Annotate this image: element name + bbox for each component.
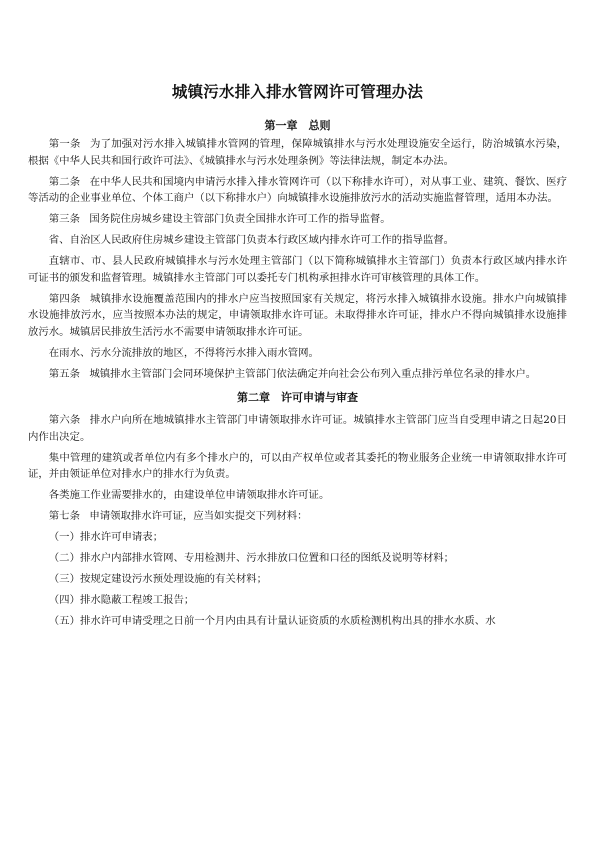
paragraph-text: 在雨水、污水分流排放的地区，不得将污水排入雨水管网。 <box>48 346 319 359</box>
body-paragraph <box>28 253 567 286</box>
paragraph-text: 各类施工作业需要排水的，由建设单位申请领取排水许可证。 <box>48 489 330 501</box>
list-item <box>28 529 567 546</box>
body-paragraph <box>28 487 567 504</box>
paragraph-text: （一）排水许可申请表； <box>48 531 164 543</box>
list-item <box>28 592 567 609</box>
paragraph-text: （五）排水许可申请受理之日前一个月内由具有计量认证资质的水质检测机构出具的排水水质、水 <box>48 615 496 627</box>
article-number: 第三条 <box>48 213 80 225</box>
paragraph-text: （二）排水户内部排水管网、专用检测井、污水排放口位置和口径的图纸及说明等材料； <box>48 552 455 564</box>
article-paragraph <box>28 174 567 207</box>
list-item <box>28 613 567 630</box>
list-item <box>28 571 567 588</box>
article-paragraph <box>28 366 567 383</box>
body-paragraph <box>28 450 567 483</box>
article-number: 第二条 <box>48 175 81 188</box>
paragraph-text: 为了加强对污水排入城镇排水管网的管理，保障城镇排水与污水处理设施安全运行，防治城镇水污染，根据《中华人民共和国行政许可法》、《城镇排水与污水处理条例》等法律法规，制定本办法。 <box>28 138 568 167</box>
article-paragraph <box>28 136 567 169</box>
paragraph-text: 在中华人民共和国境内申请污水排入排水管网许可（以下称排水许可），对从事工业、建筑、餐饮、医疗等活动的企业事业单位、个体工商户（以下称排水户）向城镇排水设施排放污水的活动实施监督管理，适用本办法。 <box>28 175 568 204</box>
body-paragraph <box>28 232 567 249</box>
paragraph-text: 申请领取排水许可证，应当如实提交下列材料： <box>89 510 308 522</box>
chapter-heading: 第一章 总则 <box>264 119 331 132</box>
paragraph-text: （四）排水隐蔽工程竣工报告； <box>48 594 195 606</box>
paragraph-text: 直辖市、市、县人民政府城镇排水与污水处理主管部门（以下简称城镇排水主管部门）负责本行政区域内排水许可证书的颁发和监督管理。城镇排水主管部门可以委托专门机构承担排水许可审核管理的具体工作。 <box>28 255 567 284</box>
article-number: 第四条 <box>48 292 81 305</box>
paragraph-text: 城镇排水主管部门会同环境保护主管部门依法确定并向社会公布列入重点排污单位名录的排水户。 <box>89 367 537 380</box>
paragraph-text: 国务院住房城乡建设主管部门负责全国排水许可工作的指导监督。 <box>89 213 391 225</box>
article-paragraph <box>28 291 567 341</box>
article-number: 第七条 <box>48 510 80 522</box>
chapter-heading: 第二章 许可申请与审查 <box>237 391 358 404</box>
article-number: 第一条 <box>48 138 81 150</box>
paragraph-text: 集中管理的建筑或者单位内有多个排水户的，可以由产权单位或者其委托的物业服务企业统一申请领取排水许可证，并由领证单位对排水户的排水行为负责。 <box>28 451 567 480</box>
body-paragraph <box>28 345 567 362</box>
paragraph-text: 省、自治区人民政府住房城乡建设主管部门负责本行政区域内排水许可工作的指导监督。 <box>48 234 455 246</box>
article-paragraph <box>28 211 567 228</box>
paragraph-text: 城镇排水设施覆盖范围内的排水户应当按照国家有关规定，将污水排入城镇排水设施。排水户向城镇排水设施排放污水，应当按照本办法的规定，申请领取排水许可证。未取得排水许可证，排水户不得向城镇排水设施排放污水。城镇居民排放生活污水不需要申请领取排水许可证。 <box>28 292 568 338</box>
article-number: 第六条 <box>48 414 81 426</box>
paragraph-text: （三）按规定建设污水预处理设施的有关材料； <box>48 573 267 585</box>
list-item <box>28 550 567 567</box>
paragraph-text: 排水户向所在地城镇排水主管部门申请领取排水许可证。城镇排水主管部门应当自受理申请之日起20日内作出决定。 <box>28 414 568 443</box>
article-paragraph <box>28 508 567 525</box>
article-number: 第五条 <box>48 367 80 380</box>
document-title: 城镇污水排入排水管网许可管理办法 <box>171 83 424 101</box>
article-paragraph <box>28 412 567 445</box>
